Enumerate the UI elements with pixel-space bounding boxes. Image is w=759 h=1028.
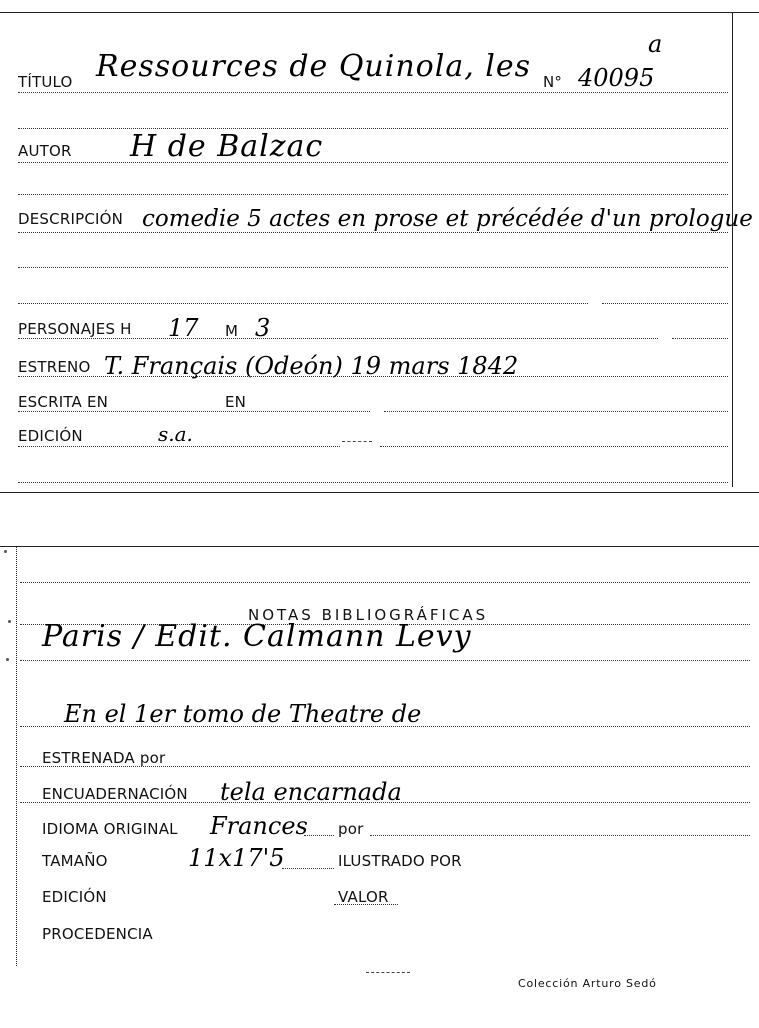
estrenada-label: ESTRENADA por xyxy=(42,749,166,767)
escrita-line xyxy=(18,411,370,412)
speck xyxy=(6,658,9,661)
por-label: por xyxy=(338,820,364,838)
catalog-card-bottom xyxy=(0,540,759,1028)
edicion-dash xyxy=(342,441,372,442)
personajes-h-value: 17 xyxy=(168,314,199,342)
personajes-line xyxy=(18,338,658,339)
speck xyxy=(8,620,11,623)
coleccion-footer: Colección Arturo Sedó xyxy=(518,977,657,990)
por-line xyxy=(370,835,750,836)
autor-label: AUTOR xyxy=(18,142,72,160)
personajes-m-label: M xyxy=(225,322,239,340)
edicion2-label: EDICIÓN xyxy=(42,888,107,906)
edicion-value: s.a. xyxy=(158,422,193,446)
tamano-label: TAMAÑO xyxy=(42,852,108,870)
blank-line-6 xyxy=(20,582,750,583)
valor-label: VALOR xyxy=(338,888,389,906)
descripcion-label: DESCRIPCIÓN xyxy=(18,210,124,228)
valor-line xyxy=(334,904,398,905)
card-right-edge xyxy=(732,12,733,487)
procedencia-label: PROCEDENCIA xyxy=(42,925,153,943)
notas-line-2 xyxy=(20,726,750,727)
estreno-value: T. Français (Odeón) 19 mars 1842 xyxy=(104,352,519,380)
blank-line-1 xyxy=(18,128,728,129)
blank-line-5 xyxy=(18,482,728,483)
numero-suffix: a xyxy=(648,30,663,58)
blank-line-4 xyxy=(18,303,588,304)
tamano-line xyxy=(282,868,334,869)
estreno-label: ESTRENO xyxy=(18,358,91,376)
edicion-line-b xyxy=(380,446,728,447)
escrita-label: ESCRITA EN xyxy=(18,393,109,411)
personajes-line-b xyxy=(672,338,728,339)
card2-top-edge xyxy=(0,546,759,547)
numero-value: 40095 xyxy=(578,64,655,92)
encuadernacion-label: ENCUADERNACIÓN xyxy=(42,785,188,803)
catalog-card-top xyxy=(0,0,759,495)
titulo-label: TÍTULO xyxy=(18,73,73,91)
autor-value: H de Balzac xyxy=(130,129,324,164)
edicion-line xyxy=(18,446,340,447)
descripcion-line xyxy=(18,232,728,233)
idioma-value: Frances xyxy=(210,812,308,840)
personajes-m-value: 3 xyxy=(255,314,271,342)
en-label: EN xyxy=(225,393,247,411)
notas-line-1 xyxy=(20,660,750,661)
estreno-line xyxy=(18,376,728,377)
tamano-value: 11x17'5 xyxy=(188,844,285,872)
ilustrado-label: ILUSTRADO POR xyxy=(338,852,462,870)
autor-line xyxy=(18,162,728,163)
procedencia-mark xyxy=(366,972,410,973)
numero-label: N° xyxy=(543,73,563,91)
card2-left-edge xyxy=(16,546,17,966)
titulo-line xyxy=(18,92,728,93)
notas-line2: En el 1er tomo de Theatre de xyxy=(64,700,422,728)
encuadernacion-value: tela encarnada xyxy=(220,778,402,806)
escrita-line-b xyxy=(384,411,728,412)
blank-line-4b xyxy=(602,303,728,304)
speck xyxy=(4,550,7,553)
blank-line-2 xyxy=(18,194,728,195)
personajes-label: PERSONAJES H xyxy=(18,320,132,338)
card-top-edge xyxy=(0,12,759,13)
idioma-label: IDIOMA ORIGINAL xyxy=(42,820,178,838)
blank-line-3 xyxy=(18,267,728,268)
notas-line1: Paris / Edit. Calmann Levy xyxy=(42,619,472,654)
descripcion-value: comedie 5 actes en prose et précédée d'un prologue xyxy=(142,206,753,232)
encuadernacion-line xyxy=(20,802,750,803)
idioma-line xyxy=(304,835,334,836)
edicion-label: EDICIÓN xyxy=(18,427,83,445)
titulo-value: Ressources de Quinola, les xyxy=(96,49,532,84)
notas-title: NOTAS BIBLIOGRÁFICAS xyxy=(248,606,489,624)
card-bottom-edge xyxy=(0,492,759,493)
estrenada-line xyxy=(20,766,750,767)
